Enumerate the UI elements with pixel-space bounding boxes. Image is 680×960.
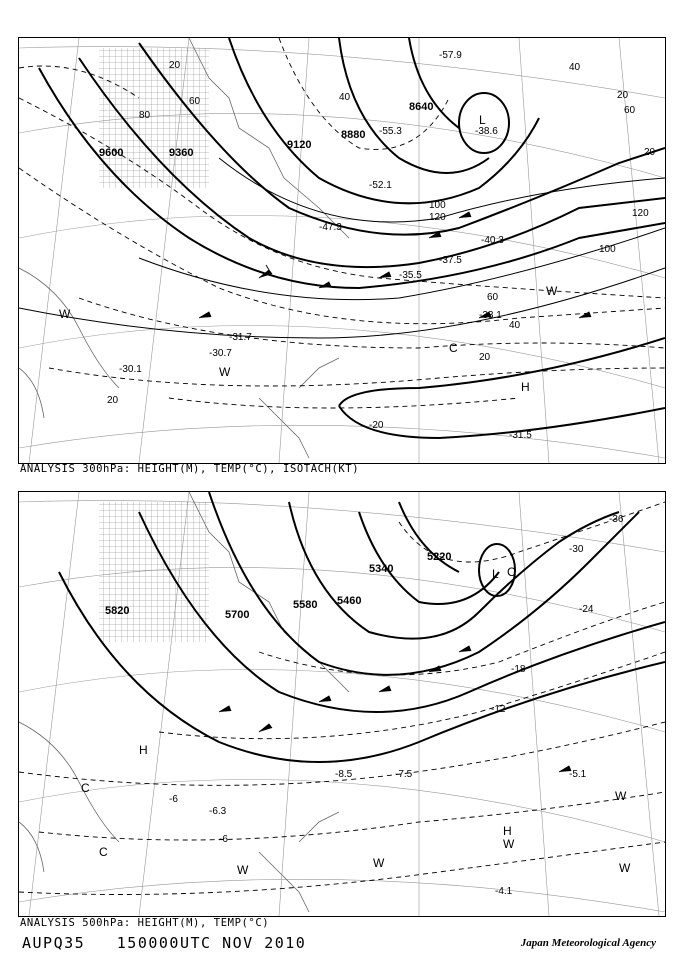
isotach-label: 40 [509, 320, 521, 331]
height-label-8880: 8880 [341, 129, 366, 141]
high-center-symbol: H [139, 743, 148, 757]
temp-label: -30.1 [119, 364, 142, 375]
isotach-label: 60 [624, 105, 636, 116]
isotach-label: -20 [369, 420, 384, 431]
temp-label: -6 [219, 834, 228, 845]
height-label-5220: 5220 [427, 551, 452, 563]
agency-name: Japan Meteorological Agency [520, 937, 656, 949]
cold-symbol: C [99, 845, 108, 859]
analysis-300hpa-map [18, 37, 666, 464]
temp-label: -6.3 [209, 806, 227, 817]
temp-label: -52.1 [369, 180, 392, 191]
isotach-label: 20 [107, 395, 119, 406]
warm-symbol: W [615, 789, 627, 803]
temp-label: -31.7 [229, 332, 252, 343]
cold-symbol: C [507, 565, 516, 579]
temp-label: -6 [169, 794, 178, 805]
isotach-label: 20 [644, 147, 656, 158]
map-300-svg [19, 38, 665, 463]
isotach-label: 120 [632, 208, 649, 219]
temp-label: -30.7 [209, 348, 232, 359]
temp-label: -35.5 [399, 270, 422, 281]
temp-label: -33.1 [479, 310, 502, 321]
temp-label: -37.5 [439, 255, 462, 266]
temp-label: -36 [609, 514, 624, 525]
analysis-500hpa-map [18, 491, 666, 917]
warm-symbol: W [59, 307, 71, 321]
warm-symbol: W [237, 863, 249, 877]
warm-symbol: W [219, 365, 231, 379]
height-label-5580: 5580 [293, 599, 318, 611]
temp-label: -57.9 [439, 50, 462, 61]
temp-label: -30 [569, 544, 584, 555]
warm-symbol: W [373, 856, 385, 870]
temp-label: -12 [491, 704, 506, 715]
temp-label: -55.3 [379, 126, 402, 137]
isotach-label: 20 [169, 60, 181, 71]
height-label-9360: 9360 [169, 147, 194, 159]
temp-label: -4.1 [495, 886, 513, 897]
temp-label: -5.1 [569, 769, 587, 780]
height-label-5340: 5340 [369, 563, 394, 575]
caption-300hpa: ANALYSIS 300hPa: HEIGHT(M), TEMP(°C), ISOTACH(KT) [20, 463, 360, 475]
chart-code: AUPQ35 [22, 934, 86, 952]
isotach-label: 20 [479, 352, 491, 363]
temp-label: -8.5 [335, 769, 353, 780]
chart-identifier [22, 934, 306, 952]
cold-symbol: C [81, 781, 90, 795]
warm-symbol: W [503, 837, 515, 851]
temp-label: -18 [511, 664, 526, 675]
isotach-label: 20 [617, 90, 629, 101]
valid-time: 150000UTC NOV 2010 [116, 934, 307, 952]
isotach-label: 40 [339, 92, 351, 103]
low-center-symbol: L [492, 567, 499, 581]
isotach-label: 60 [487, 292, 499, 303]
warm-symbol: W [619, 861, 631, 875]
temp-label: -31.5 [509, 430, 532, 441]
caption-500hpa: ANALYSIS 500hPa: HEIGHT(M), TEMP(°C) [20, 917, 270, 929]
low-center-symbol: L [479, 113, 486, 127]
warm-symbol: W [546, 284, 558, 298]
temp-label: -7.5 [395, 769, 413, 780]
map-500-svg [19, 492, 665, 916]
isotach-label: 120 [429, 212, 446, 223]
isotach-label: 100 [599, 244, 616, 255]
height-label-5700: 5700 [225, 609, 250, 621]
terrain-hatch [99, 48, 209, 188]
height-label-9600: 9600 [99, 147, 124, 159]
temp-label: -38.6 [475, 126, 498, 137]
isotach-label: 80 [139, 110, 151, 121]
high-center-symbol: H [521, 380, 530, 394]
isotach-label: 60 [189, 96, 201, 107]
height-label-5460: 5460 [337, 595, 362, 607]
isotach-label: 100 [429, 200, 446, 211]
terrain-hatch [99, 502, 209, 642]
temp-label: -40.3 [481, 235, 504, 246]
temp-label: -24 [579, 604, 594, 615]
height-label-9120: 9120 [287, 139, 312, 151]
cold-symbol: C [449, 341, 458, 355]
high-center-symbol: H [503, 824, 512, 838]
isotach-label: 40 [569, 62, 581, 73]
height-label-8640: 8640 [409, 101, 434, 113]
temp-label: -47.3 [319, 222, 342, 233]
height-label-5820: 5820 [105, 605, 130, 617]
